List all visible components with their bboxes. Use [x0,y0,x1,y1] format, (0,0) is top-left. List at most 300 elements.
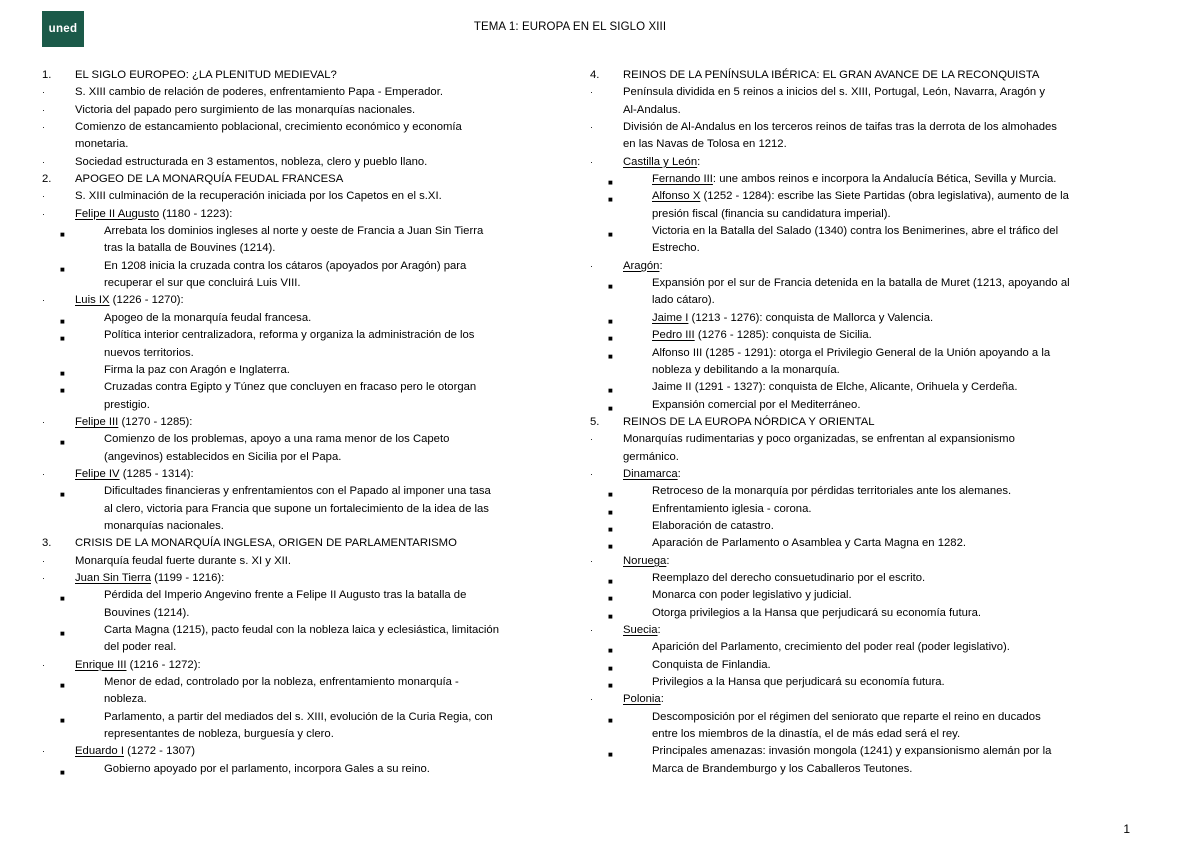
continuation-line [42,240,562,257]
text-run: Monarquía feudal fuerte durante s. XI y XII. [75,554,292,567]
bullet-icon: ■ [608,230,613,240]
continuation-line [590,136,1135,153]
text-run: : [660,693,664,706]
continuation-line [590,449,1135,466]
underlined-name: Castilla y León [623,155,698,168]
list-item [42,154,562,171]
item-text [42,397,562,414]
text-run: Firma la paz con Aragón e Inglaterra. [104,363,290,376]
bullet-icon: · [42,122,45,133]
text-run: (1199 - 1216): [150,571,225,584]
item-text [42,206,562,223]
item-text [590,275,1135,292]
text-run: (1252 - 1284): escribe las Siete Partidas (obra legislativa), aumento de la [700,190,1069,203]
bullet-icon: · [42,87,45,98]
section-heading [42,535,562,552]
continuation-line [42,345,562,362]
list-item [590,501,1135,518]
list-item [590,431,1135,448]
underlined-name: Aragón [623,259,660,272]
item-text [590,674,1135,691]
bullet-icon: · [590,156,593,167]
text-run: Política interior centralizadora, reforma y organiza la administración de los [104,329,475,342]
list-item [590,466,1135,483]
bullet-icon: · [590,260,593,271]
text-run: : [657,624,661,636]
item-text [42,535,562,552]
bullet-icon: · [590,625,593,635]
text-run: (1285 - 1314): [119,467,194,480]
text-run: Parlamento, a partir del mediados del s. XIII, evolución de la Curia Regia, con [104,710,493,723]
text-run: Alfonso III (1285 - 1291): otorga el Privilegio General de la Unión apoyando a la [652,346,1051,359]
bullet-icon: · [42,208,45,219]
list-item [42,674,562,691]
bullet-icon: ■ [60,264,65,274]
text-run: Privilegios a la Hansa que perjudicará su economía futura. [652,676,945,689]
bullet-icon: ■ [60,767,65,777]
text-run: (1216 - 1272): [126,658,201,671]
item-text [590,102,1135,119]
text-run: REINOS DE LA EUROPA NÓRDICA Y ORIENTAL [623,415,875,428]
text-run: Expansión comercial por el Mediterráneo. [652,398,861,411]
bullet-icon: · [590,87,593,98]
list-item [42,362,562,379]
text-run: Comienzo de los problemas, apoyo a una rama menor de los Capeto [104,433,450,446]
item-text [590,518,1135,535]
text-run: Península dividida en 5 reinos a inicios del s. XIII, Portugal, León, Navarra, Aragón y [623,86,1045,99]
item-text [590,449,1135,466]
text-run: Victoria en la Batalla del Salado (1340) contra los Benimerines, abre el tráfico del [652,225,1059,238]
item-text [590,345,1135,362]
underlined-name: Polonia [623,693,661,706]
underlined-name: Eduardo I [75,745,124,758]
page-title: TEMA 1: EUROPA EN EL SIGLO XIII [473,21,667,33]
item-text [590,743,1135,760]
text-run: Retroceso de la monarquía por pérdidas territoriales ante los alemanes. [652,485,1012,498]
item-text [42,691,562,708]
underlined-name: Felipe III [75,415,119,428]
bullet-icon: ■ [60,490,65,500]
item-text [590,570,1135,587]
underlined-name: Pedro III [652,329,695,342]
list-item [590,553,1135,570]
text-run: Conquista de Finlandia. [652,658,771,671]
bullet-icon: ■ [60,334,65,344]
continuation-line [42,605,562,622]
item-text [42,605,562,622]
page-number: 1 [1123,822,1130,836]
bullet-icon: ■ [60,386,65,396]
text-run: S. XIII culminación de la recuperación iniciada por los Capetos en el s.XI. [75,190,442,203]
text-run: Pérdida del Imperio Angevino frente a Felipe II Augusto tras la batalla de [104,589,467,602]
text-run: (angevinos) establecidos en Sicilia por el Papa. [104,450,342,463]
list-item [42,119,562,136]
item-text [590,726,1135,743]
underlined-name: Enrique III [75,658,127,671]
bullet-icon: ■ [608,282,613,292]
text-run: : une ambos reinos e incorpora la Andalucía Bética, Sevilla y Murcia. [712,173,1057,186]
item-text [42,553,562,570]
list-item [590,397,1135,414]
list-item [590,345,1135,362]
continuation-line [42,397,562,414]
text-run: En 1208 inicia la cruzada contra los cátaros (apoyados por Aragón) para [104,259,467,272]
item-text [590,362,1135,379]
text-run: Carta Magna (1215), pacto feudal con la nobleza laica y eclesiástica, limitación [104,624,499,636]
text-run: Marca de Brandemburgo y los Caballeros Teutones. [652,762,913,775]
continuation-line [590,102,1135,119]
continuation-line [42,726,562,743]
text-run: nuevos territorios. [104,346,194,359]
item-text [42,709,562,726]
item-text [42,466,562,483]
bullet-icon: ■ [608,403,613,413]
item-text [590,136,1135,153]
bullet-icon: ■ [60,230,65,240]
uned-logo: uned [42,11,84,47]
item-text [42,431,562,448]
section-heading [42,171,562,188]
item-text [42,379,562,396]
bullet-icon: · [42,572,45,583]
item-text [590,691,1135,708]
underlined-name: Felipe IV [75,467,120,480]
underlined-name: Juan Sin Tierra [75,571,151,584]
item-text [590,605,1135,622]
item-text [42,761,562,778]
continuation-line [42,501,562,518]
list-item [590,84,1135,101]
list-item [42,570,562,587]
list-item [42,622,562,639]
text-run: tras la batalla de Bouvines (1214). [104,242,276,255]
list-item [42,327,562,344]
list-item [42,431,562,448]
text-run: División de Al-Andalus en los terceros reinos de taifas tras la derrota de los almohades [623,121,1057,134]
list-item [590,483,1135,500]
list-item [590,119,1135,136]
text-run: representantes de nobleza, burguesía y clero. [104,728,334,741]
underlined-name: Dinamarca [623,467,678,480]
item-text [42,292,562,309]
item-text [590,535,1135,552]
item-text [42,414,562,431]
bullet-icon: · [590,468,593,479]
text-run: al clero, victoria para Francia que supone un fortalecimiento de la idea de las [104,502,489,515]
continuation-line [42,518,562,535]
bullet-icon: ■ [60,438,65,448]
list-item [590,154,1135,171]
item-text [590,657,1135,674]
list-item [42,102,562,119]
item-text [590,84,1135,101]
item-text [590,327,1135,344]
text-run: Monarquías rudimentarias y poco organizadas, se enfrentan al expansionismo [623,433,1015,446]
list-item [42,743,562,760]
list-item [590,223,1135,240]
list-item [590,622,1135,639]
item-text [590,414,1135,431]
list-item [590,605,1135,622]
section-number: 3. [42,537,52,550]
bullet-icon: · [42,295,45,306]
bullet-icon: ■ [608,524,613,534]
section-heading [590,67,1135,84]
text-run: Principales amenazas: invasión mongola (1241) y expansionismo alemán por la [652,745,1052,758]
text-run: REINOS DE LA PENÍNSULA IBÉRICA: EL GRAN AVANCE DE LA RECONQUISTA [623,69,1040,81]
bullet-icon: ■ [608,178,613,188]
text-run: : [697,155,701,168]
item-text [42,67,562,84]
list-item [590,518,1135,535]
text-run: Descomposición por el régimen del seniorato que reparte el reino en ducados [652,710,1041,723]
item-text [42,639,562,656]
item-text [590,709,1135,726]
item-text [590,379,1135,396]
continuation-line [590,206,1135,223]
text-run: lado cátaro). [652,294,715,307]
text-run: Otorga privilegios a la Hansa que perjudicará su economía futura. [652,606,982,619]
text-run: (1270 - 1285): [118,415,193,428]
item-text [590,258,1135,275]
text-run: Comienzo de estancamiento poblacional, crecimiento económico y economía [75,121,462,134]
list-item [590,275,1135,292]
list-item [42,587,562,604]
list-item [42,466,562,483]
text-run: Victoria del papado pero surgimiento de las monarquías nacionales. [75,103,416,116]
bullet-icon: · [42,416,45,427]
list-item [590,709,1135,726]
item-text [42,501,562,518]
text-run: S. XIII cambio de relación de poderes, enfrentamiento Papa - Emperador. [75,86,443,99]
continuation-line [590,761,1135,778]
bullet-icon: ■ [608,316,613,326]
list-item [590,674,1135,691]
text-run: Arrebata los dominios ingleses al norte y oeste de Francia a Juan Sin Tierra [104,225,484,238]
bullet-icon: ■ [608,681,613,691]
bullet-icon: ■ [608,542,613,552]
item-text [590,466,1135,483]
bullet-icon: ■ [608,490,613,500]
bullet-icon: · [42,746,45,757]
item-text [42,136,562,153]
text-run: Al-Andalus. [623,103,681,116]
list-item [42,310,562,327]
text-run: nobleza y debilitando a la monarquía. [652,363,840,376]
item-text [42,240,562,257]
text-run: presión fiscal (financia su candidatura imperial). [652,207,891,220]
bullet-icon: ■ [608,715,613,725]
item-text [42,518,562,535]
item-text [42,188,562,205]
item-text [42,743,562,760]
list-item [590,639,1135,656]
text-run: Apogeo de la monarquía feudal francesa. [104,311,312,324]
bullet-icon: ■ [608,646,613,656]
continuation-line [42,136,562,153]
list-item [42,657,562,674]
list-item [590,310,1135,327]
bullet-icon: · [42,555,45,566]
text-run: Elaboración de catastro. [652,519,774,532]
item-text [590,483,1135,500]
text-run: (1180 - 1223): [159,207,233,220]
item-text [590,188,1135,205]
text-run: germánico. [623,450,679,463]
bullet-icon: ■ [608,351,613,361]
item-text [590,223,1135,240]
item-text [42,275,562,292]
bullet-icon: ■ [608,663,613,673]
item-text [590,639,1135,656]
text-run: EL SIGLO EUROPEO: ¿LA PLENITUD MEDIEVAL? [75,69,337,81]
section-number: 5. [590,415,600,428]
text-run: Enfrentamiento iglesia - corona. [652,502,812,515]
section-number: 2. [42,173,52,186]
bullet-icon: ■ [608,507,613,517]
bullet-icon: · [590,555,593,566]
list-item [590,327,1135,344]
text-run: Reemplazo del derecho consuetudinario por el escrito. [652,571,926,584]
section-number: 4. [590,69,600,81]
bullet-icon: ■ [60,368,65,378]
list-item [590,379,1135,396]
list-item [590,691,1135,708]
bullet-icon: ■ [608,611,613,621]
item-text [590,622,1135,639]
text-run: monetaria. [75,138,129,151]
underlined-name: Jaime I [652,311,689,324]
bullet-icon: ■ [608,334,613,344]
item-text [590,310,1135,327]
text-run: Aparición del Parlamento, crecimiento del poder real (poder legislativo). [652,641,1010,654]
item-text [42,223,562,240]
list-item [42,709,562,726]
section-heading [42,67,562,84]
bullet-icon: ■ [608,195,613,205]
text-run: (1226 - 1270): [109,294,184,307]
continuation-line [590,362,1135,379]
item-text [590,67,1135,84]
underlined-name: Felipe II Augusto [75,207,160,220]
list-item [42,553,562,570]
item-text [590,501,1135,518]
underlined-name: Suecia [623,624,658,636]
text-run: (1213 - 1276): conquista de Mallorca y Valencia. [688,311,934,324]
item-text [590,292,1135,309]
bullet-icon: · [590,122,593,133]
continuation-line [42,275,562,292]
text-run: Monarca con poder legislativo y judicial. [652,589,852,602]
bullet-icon: ■ [60,715,65,725]
item-text [42,362,562,379]
bullet-icon: ■ [60,629,65,638]
text-run: Expansión por el sur de Francia detenida en la batalla de Muret (1213, apoyando al [652,277,1070,290]
text-run: (1276 - 1285): conquista de Sicilia. [694,329,872,342]
bullet-icon: ■ [608,750,613,760]
list-item [42,206,562,223]
list-item [590,258,1135,275]
bullet-icon: · [590,434,593,445]
item-text [590,761,1135,778]
text-run: Gobierno apoyado por el parlamento, incorpora Gales a su reino. [104,762,430,775]
list-item [42,292,562,309]
item-text [590,553,1135,570]
item-text [42,674,562,691]
bullet-icon: ■ [608,594,613,604]
item-text [42,171,562,188]
text-run: Jaime II (1291 - 1327): conquista de Elche, Alicante, Orihuela y Cerdeña. [652,381,1018,394]
item-text [590,240,1135,257]
text-run: recuperar el sur que concluirá Luis VIII. [104,277,301,290]
bullet-icon: ■ [60,316,65,326]
item-text [42,657,562,674]
underlined-name: Luis IX [75,294,110,307]
continuation-line [590,240,1135,257]
text-run: Aparación de Parlamento o Asamblea y Carta Magna en 1282. [652,537,966,550]
underlined-name: Fernando III [652,173,713,186]
continuation-line [42,449,562,466]
list-item [42,258,562,275]
right-column [590,67,1135,778]
item-text [42,258,562,275]
item-text [590,154,1135,171]
text-run: : [666,554,670,567]
list-item [42,761,562,778]
item-text [42,587,562,604]
list-item [590,188,1135,205]
bullet-icon: · [590,694,593,705]
continuation-line [42,639,562,656]
continuation-line [590,292,1135,309]
text-run: entre los miembros de la dinastía, el de más edad será el rey. [652,728,961,741]
list-item [590,657,1135,674]
item-text [42,622,562,639]
list-item [42,379,562,396]
text-run: Estrecho. [652,242,700,255]
item-text [590,119,1135,136]
item-text [590,206,1135,223]
item-text [42,345,562,362]
bullet-icon: · [42,156,45,167]
text-run: APOGEO DE LA MONARQUÍA FEUDAL FRANCESA [75,173,344,186]
list-item [42,84,562,101]
text-run: nobleza. [104,693,147,706]
item-text [42,327,562,344]
left-column [42,67,562,778]
text-run: Dificultades financieras y enfrentamientos con el Papado al imponer una tasa [104,485,491,498]
item-text [42,483,562,500]
continuation-line [590,726,1135,743]
item-text [590,397,1135,414]
text-run: : [659,259,663,272]
bullet-icon: ■ [60,681,65,691]
bullet-icon: ■ [60,594,65,604]
list-item [42,414,562,431]
item-text [42,102,562,119]
text-run: del poder real. [104,641,177,654]
text-run: (1272 - 1307) [124,745,195,758]
list-item [590,535,1135,552]
list-item [590,587,1135,604]
list-item [590,743,1135,760]
text-run: en las Navas de Tolosa en 1212. [623,138,787,151]
item-text [590,587,1135,604]
bullet-icon: ■ [608,576,613,586]
list-item [590,171,1135,188]
bullet-icon: · [42,468,45,479]
list-item [42,223,562,240]
